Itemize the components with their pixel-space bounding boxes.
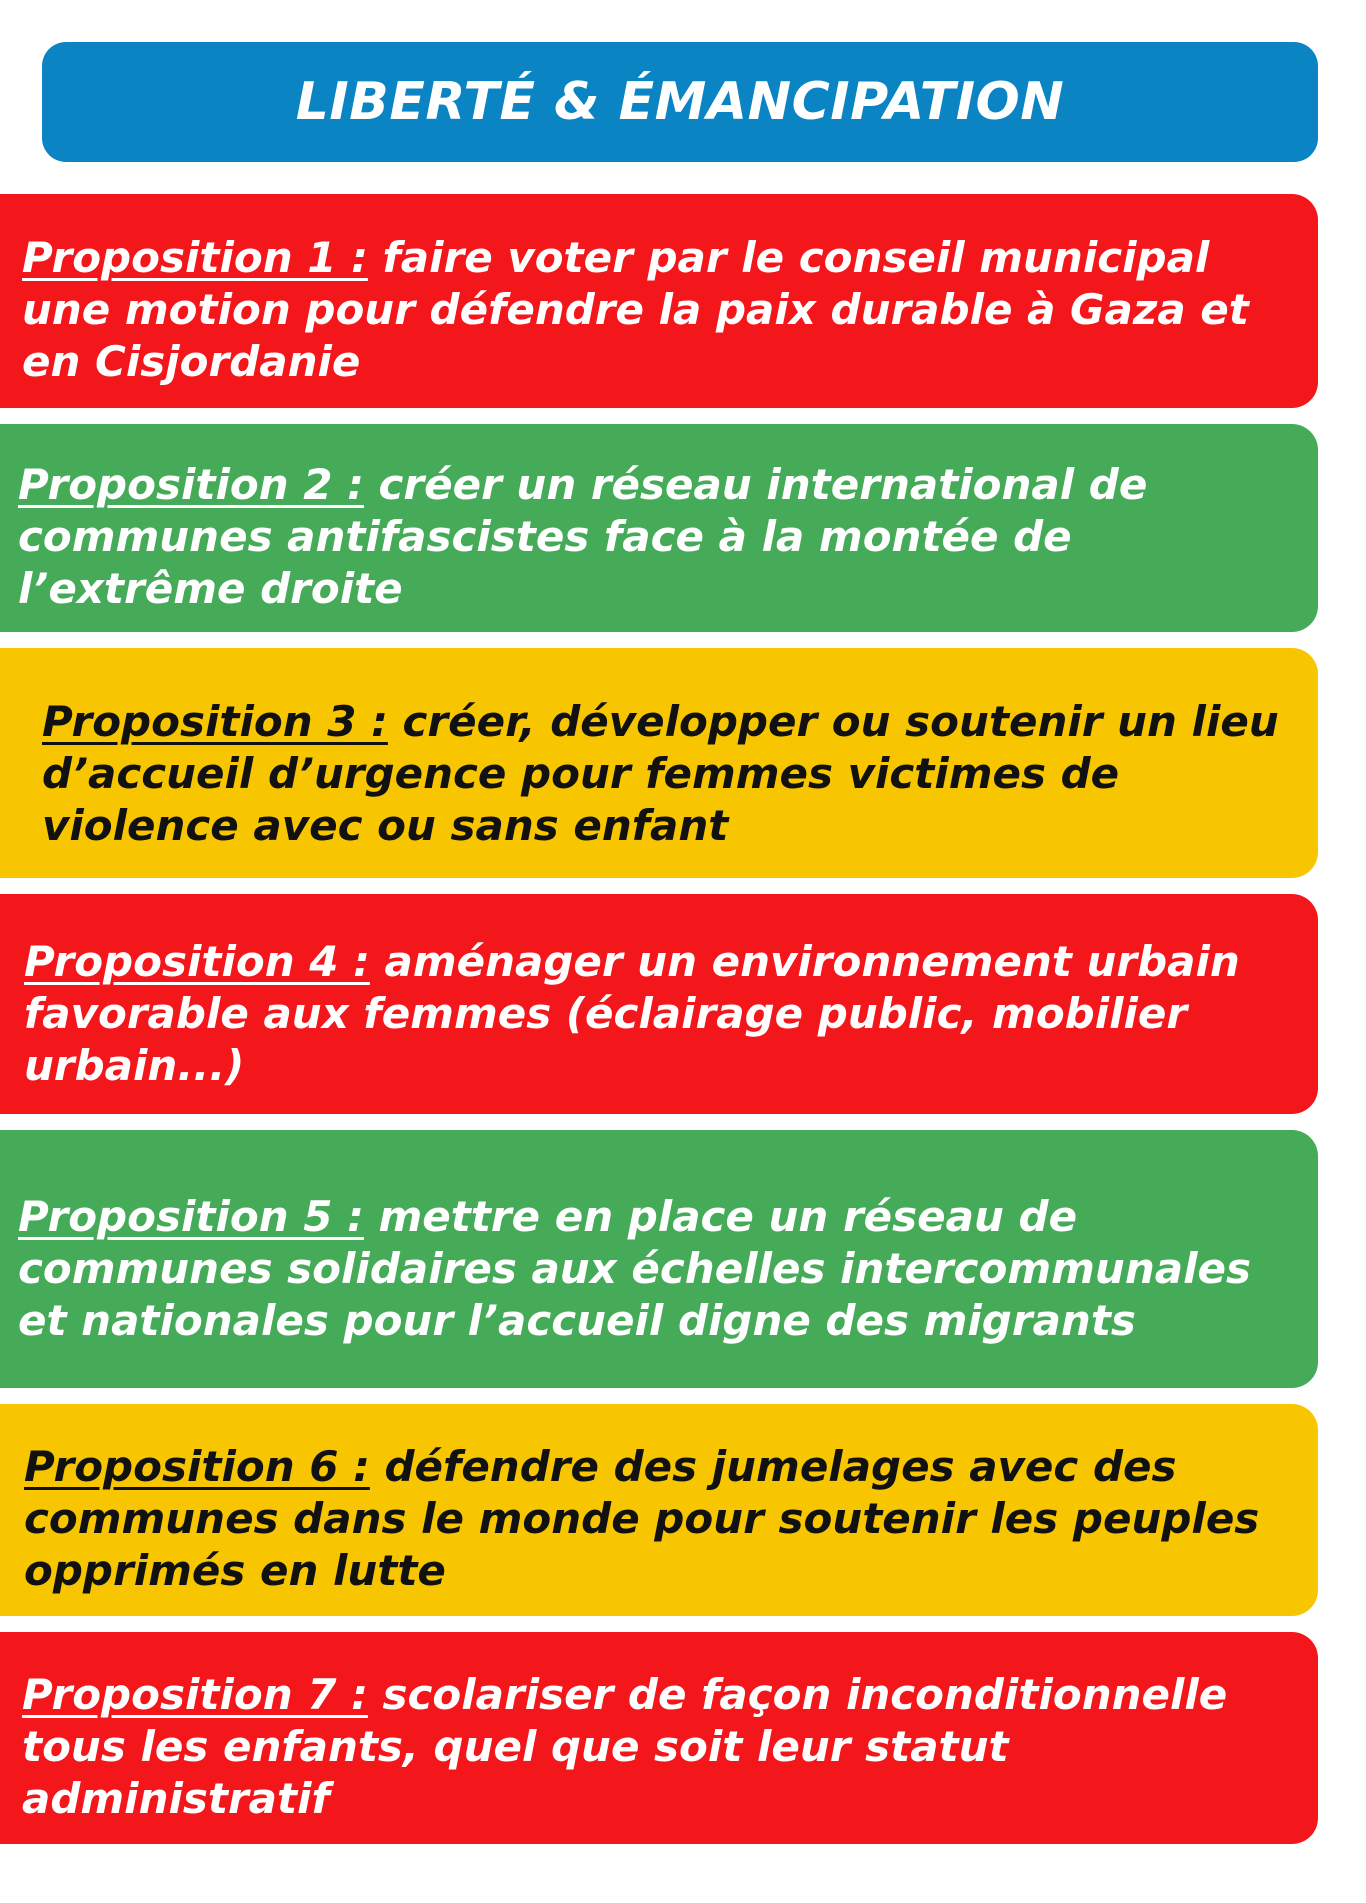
proposition-1-label: Proposition 1 : bbox=[22, 233, 368, 282]
proposition-2-text bbox=[18, 459, 1294, 615]
proposition-3-text bbox=[42, 696, 1294, 852]
proposition-7-body: scolariser de façon inconditionnelle tous les enfants, quel que soit leur statut administratif bbox=[22, 1670, 1228, 1823]
page-title: LIBERTÉ & ÉMANCIPATION bbox=[295, 72, 1065, 132]
proposition-card-7 bbox=[0, 1632, 1318, 1844]
proposition-4-body: aménager un environnement urbain favorable aux femmes (éclairage public, mobilier urbain...) bbox=[24, 937, 1240, 1090]
proposition-card-5 bbox=[0, 1130, 1318, 1388]
proposition-1-body: faire voter par le conseil municipal une motion pour défendre la paix durable à Gaza et en Cisjordanie bbox=[22, 233, 1249, 386]
proposition-4-text bbox=[24, 936, 1294, 1092]
proposition-4-label: Proposition 4 : bbox=[24, 937, 370, 986]
proposition-card-2 bbox=[0, 424, 1318, 632]
proposition-7-label: Proposition 7 : bbox=[22, 1670, 368, 1719]
proposition-card-4 bbox=[0, 894, 1318, 1114]
proposition-6-text bbox=[24, 1441, 1294, 1597]
proposition-6-body: défendre des jumelages avec des communes dans le monde pour soutenir les peuples opprimés en lutte bbox=[24, 1442, 1260, 1595]
proposition-1-text bbox=[22, 232, 1294, 388]
proposition-5-text bbox=[18, 1191, 1294, 1347]
proposition-3-body: créer, développer ou soutenir un lieu d’accueil d’urgence pour femmes victimes de violence avec ou sans enfant bbox=[42, 697, 1279, 850]
title-banner bbox=[42, 42, 1318, 162]
proposition-2-label: Proposition 2 : bbox=[18, 460, 364, 509]
proposition-2-body: créer un réseau international de communes antifascistes face à la montée de l’extrême droite bbox=[18, 460, 1148, 613]
proposition-5-label: Proposition 5 : bbox=[18, 1192, 364, 1241]
proposition-card-1 bbox=[0, 194, 1318, 408]
proposition-card-3 bbox=[0, 648, 1318, 878]
proposition-6-label: Proposition 6 : bbox=[24, 1442, 370, 1491]
proposition-5-body: mettre en place un réseau de communes solidaires aux échelles intercommunales et nationales pour l’accueil digne des migrants bbox=[18, 1192, 1251, 1345]
proposition-card-6 bbox=[0, 1404, 1318, 1616]
proposition-7-text bbox=[22, 1669, 1294, 1825]
proposition-3-label: Proposition 3 : bbox=[42, 697, 388, 746]
